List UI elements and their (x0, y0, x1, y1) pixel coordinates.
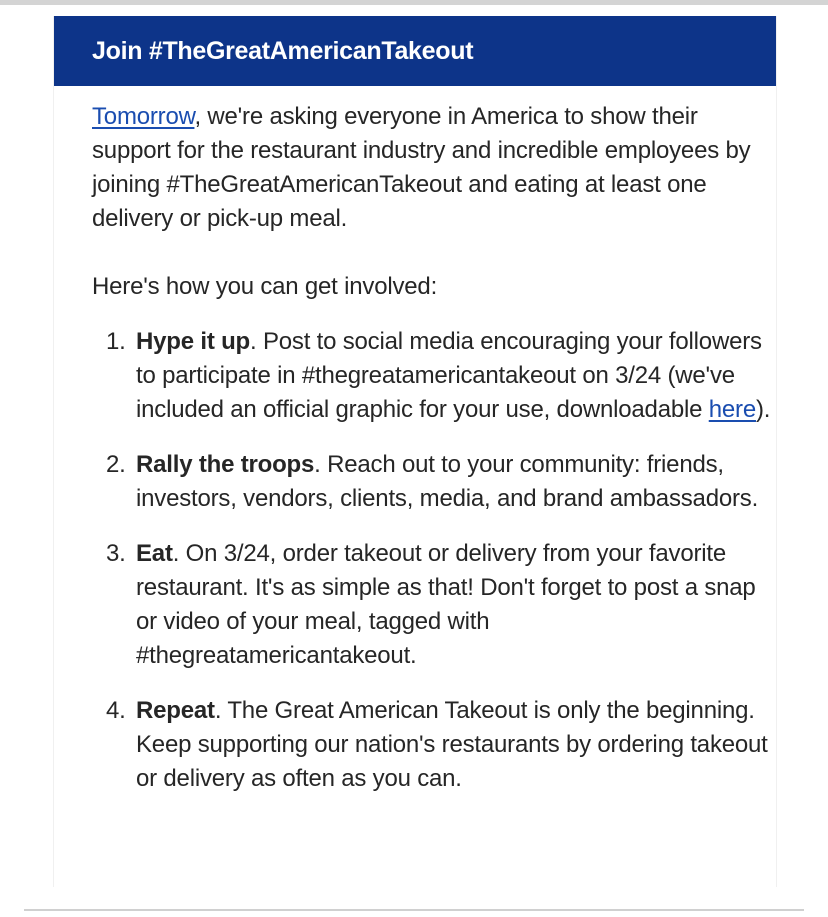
step-title: Eat (136, 540, 173, 567)
bottom-divider (24, 909, 804, 911)
header-title: Join #TheGreatAmericanTakeout (92, 37, 474, 65)
step-1 (92, 325, 772, 427)
step-number: 3. (106, 540, 126, 567)
step-3 (92, 537, 772, 673)
step-text-end: ). (755, 396, 771, 423)
intro-paragraph (92, 100, 772, 236)
step-number: 1. (106, 328, 126, 355)
intro-text: , we're asking everyone in America to show their support for the restaurant industry and incredible employees by joining #TheGreatAmericanTakeout and eating at least one delivery or pick-up meal. (92, 103, 751, 232)
step-title: Hype it up (136, 328, 251, 355)
step-text: . The Great American Takeout is only the beginning. Keep supporting our nation's restaurants by ordering takeout or delivery as often as you can. (136, 697, 768, 792)
step-text: . Post to social media encouraging your followers to participate in #thegreatamericantakeout on 3/24 (we've included an official graphic for your use, downloadable (136, 328, 762, 423)
step-text: . On 3/24, order takeout or delivery from your favorite restaurant. It's as simple as that! Don't forget to post a snap or video of your meal, tagged with #thegreatamericantakeout. (136, 540, 756, 669)
step-text: . Reach out to your community: friends, investors, vendors, clients, media, and brand ambassadors. (136, 451, 759, 512)
step-number: 4. (106, 697, 126, 724)
download-here-link[interactable]: here (708, 396, 756, 423)
email-card (53, 16, 777, 887)
top-strip (0, 0, 828, 5)
how-heading: Here's how you can get involved: (92, 273, 438, 300)
step-title: Repeat (136, 697, 215, 724)
email-body (92, 100, 772, 817)
header-bar (54, 16, 776, 86)
steps-list (92, 325, 772, 796)
step-title: Rally the troops (136, 451, 315, 478)
step-2 (92, 448, 772, 516)
step-number: 2. (106, 451, 126, 478)
step-4 (92, 694, 772, 796)
tomorrow-link[interactable]: Tomorrow (92, 103, 195, 130)
